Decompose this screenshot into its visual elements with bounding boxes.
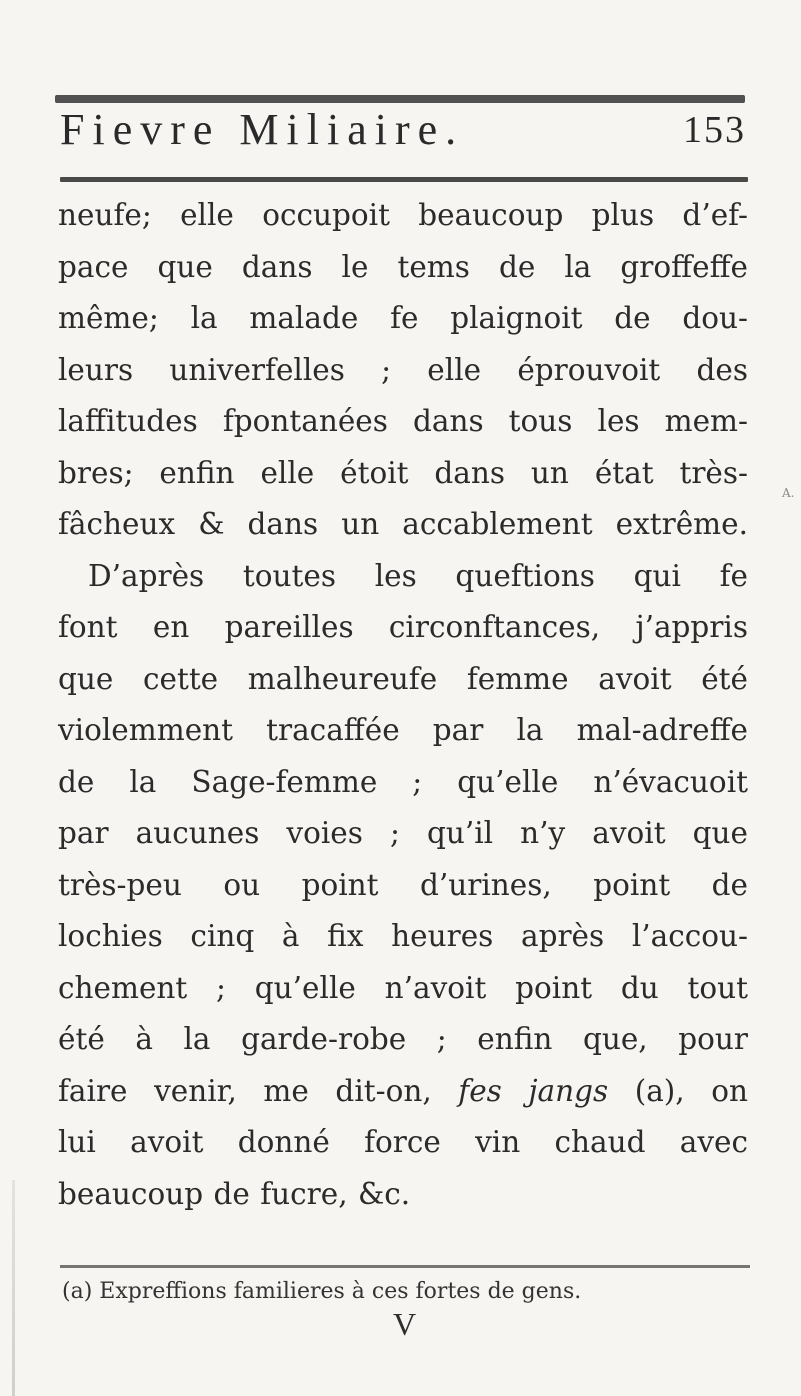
text-line: lui avoit donné force vin chaud avec bbox=[58, 1125, 748, 1159]
text-line: laffitudes fpontanées dans tous les mem- bbox=[58, 404, 748, 438]
page-number: 153 bbox=[683, 109, 746, 151]
footnote-text: Expreffions familieres à ces fortes de gens. bbox=[92, 1279, 582, 1304]
text-line: par aucunes voies ; qu’il n’y avoit que bbox=[58, 816, 748, 850]
text-line: bres; enfin elle étoit dans un état très- bbox=[58, 455, 748, 490]
text-line: neufe; elle occupoit beaucoup plus d’ef- bbox=[58, 198, 748, 232]
text-line: chement ; qu’elle n’avoit point du tout bbox=[58, 970, 748, 1005]
italic-phrase: fes jangs bbox=[458, 1073, 609, 1108]
signature-mark: V bbox=[393, 1306, 417, 1342]
text-line: de la Sage-femme ; qu’elle n’évacuoit bbox=[58, 764, 748, 799]
text-line: lochies cinq à fix heures après l’accou- bbox=[58, 919, 748, 953]
running-title: Fievre Miliaire. bbox=[60, 105, 465, 154]
text-line: leurs univerfelles ; elle éprouvoit des bbox=[58, 352, 748, 387]
text-line: violemment tracaffée par la mal-adreffe bbox=[58, 713, 748, 747]
text-line: pace que dans le tems de la groffeffe bbox=[58, 249, 748, 284]
text-segment: (a), on bbox=[608, 1073, 749, 1108]
text-line: fâcheux & dans un accablement extrême. bbox=[58, 507, 748, 541]
footnote bbox=[62, 1277, 752, 1307]
text-segment: faire venir, me dit-on, bbox=[58, 1073, 459, 1108]
text-line: font en pareilles circonftances, j’appris bbox=[58, 610, 748, 644]
text-line: été à la garde-robe ; enfin que, pour bbox=[58, 1022, 748, 1056]
text-line: beaucoup de fucre, &c. bbox=[58, 1176, 411, 1211]
text-line: D’après toutes les queftions qui fe bbox=[88, 558, 748, 593]
text-line: que cette malheureufe femme avoit été bbox=[58, 661, 748, 696]
text-line: même; la malade fe plaignoit de dou- bbox=[58, 301, 748, 335]
footnote-rule bbox=[60, 1265, 750, 1268]
text-line-with-italic bbox=[58, 1066, 748, 1118]
header-rule bbox=[60, 177, 748, 182]
body-text bbox=[58, 190, 748, 1220]
running-head bbox=[60, 100, 750, 160]
page-edge bbox=[12, 1180, 15, 1396]
text-line: très-peu ou point d’urines, point de bbox=[58, 867, 748, 902]
margin-mark: A. bbox=[782, 486, 795, 500]
footnote-marker: (a) bbox=[62, 1279, 93, 1304]
